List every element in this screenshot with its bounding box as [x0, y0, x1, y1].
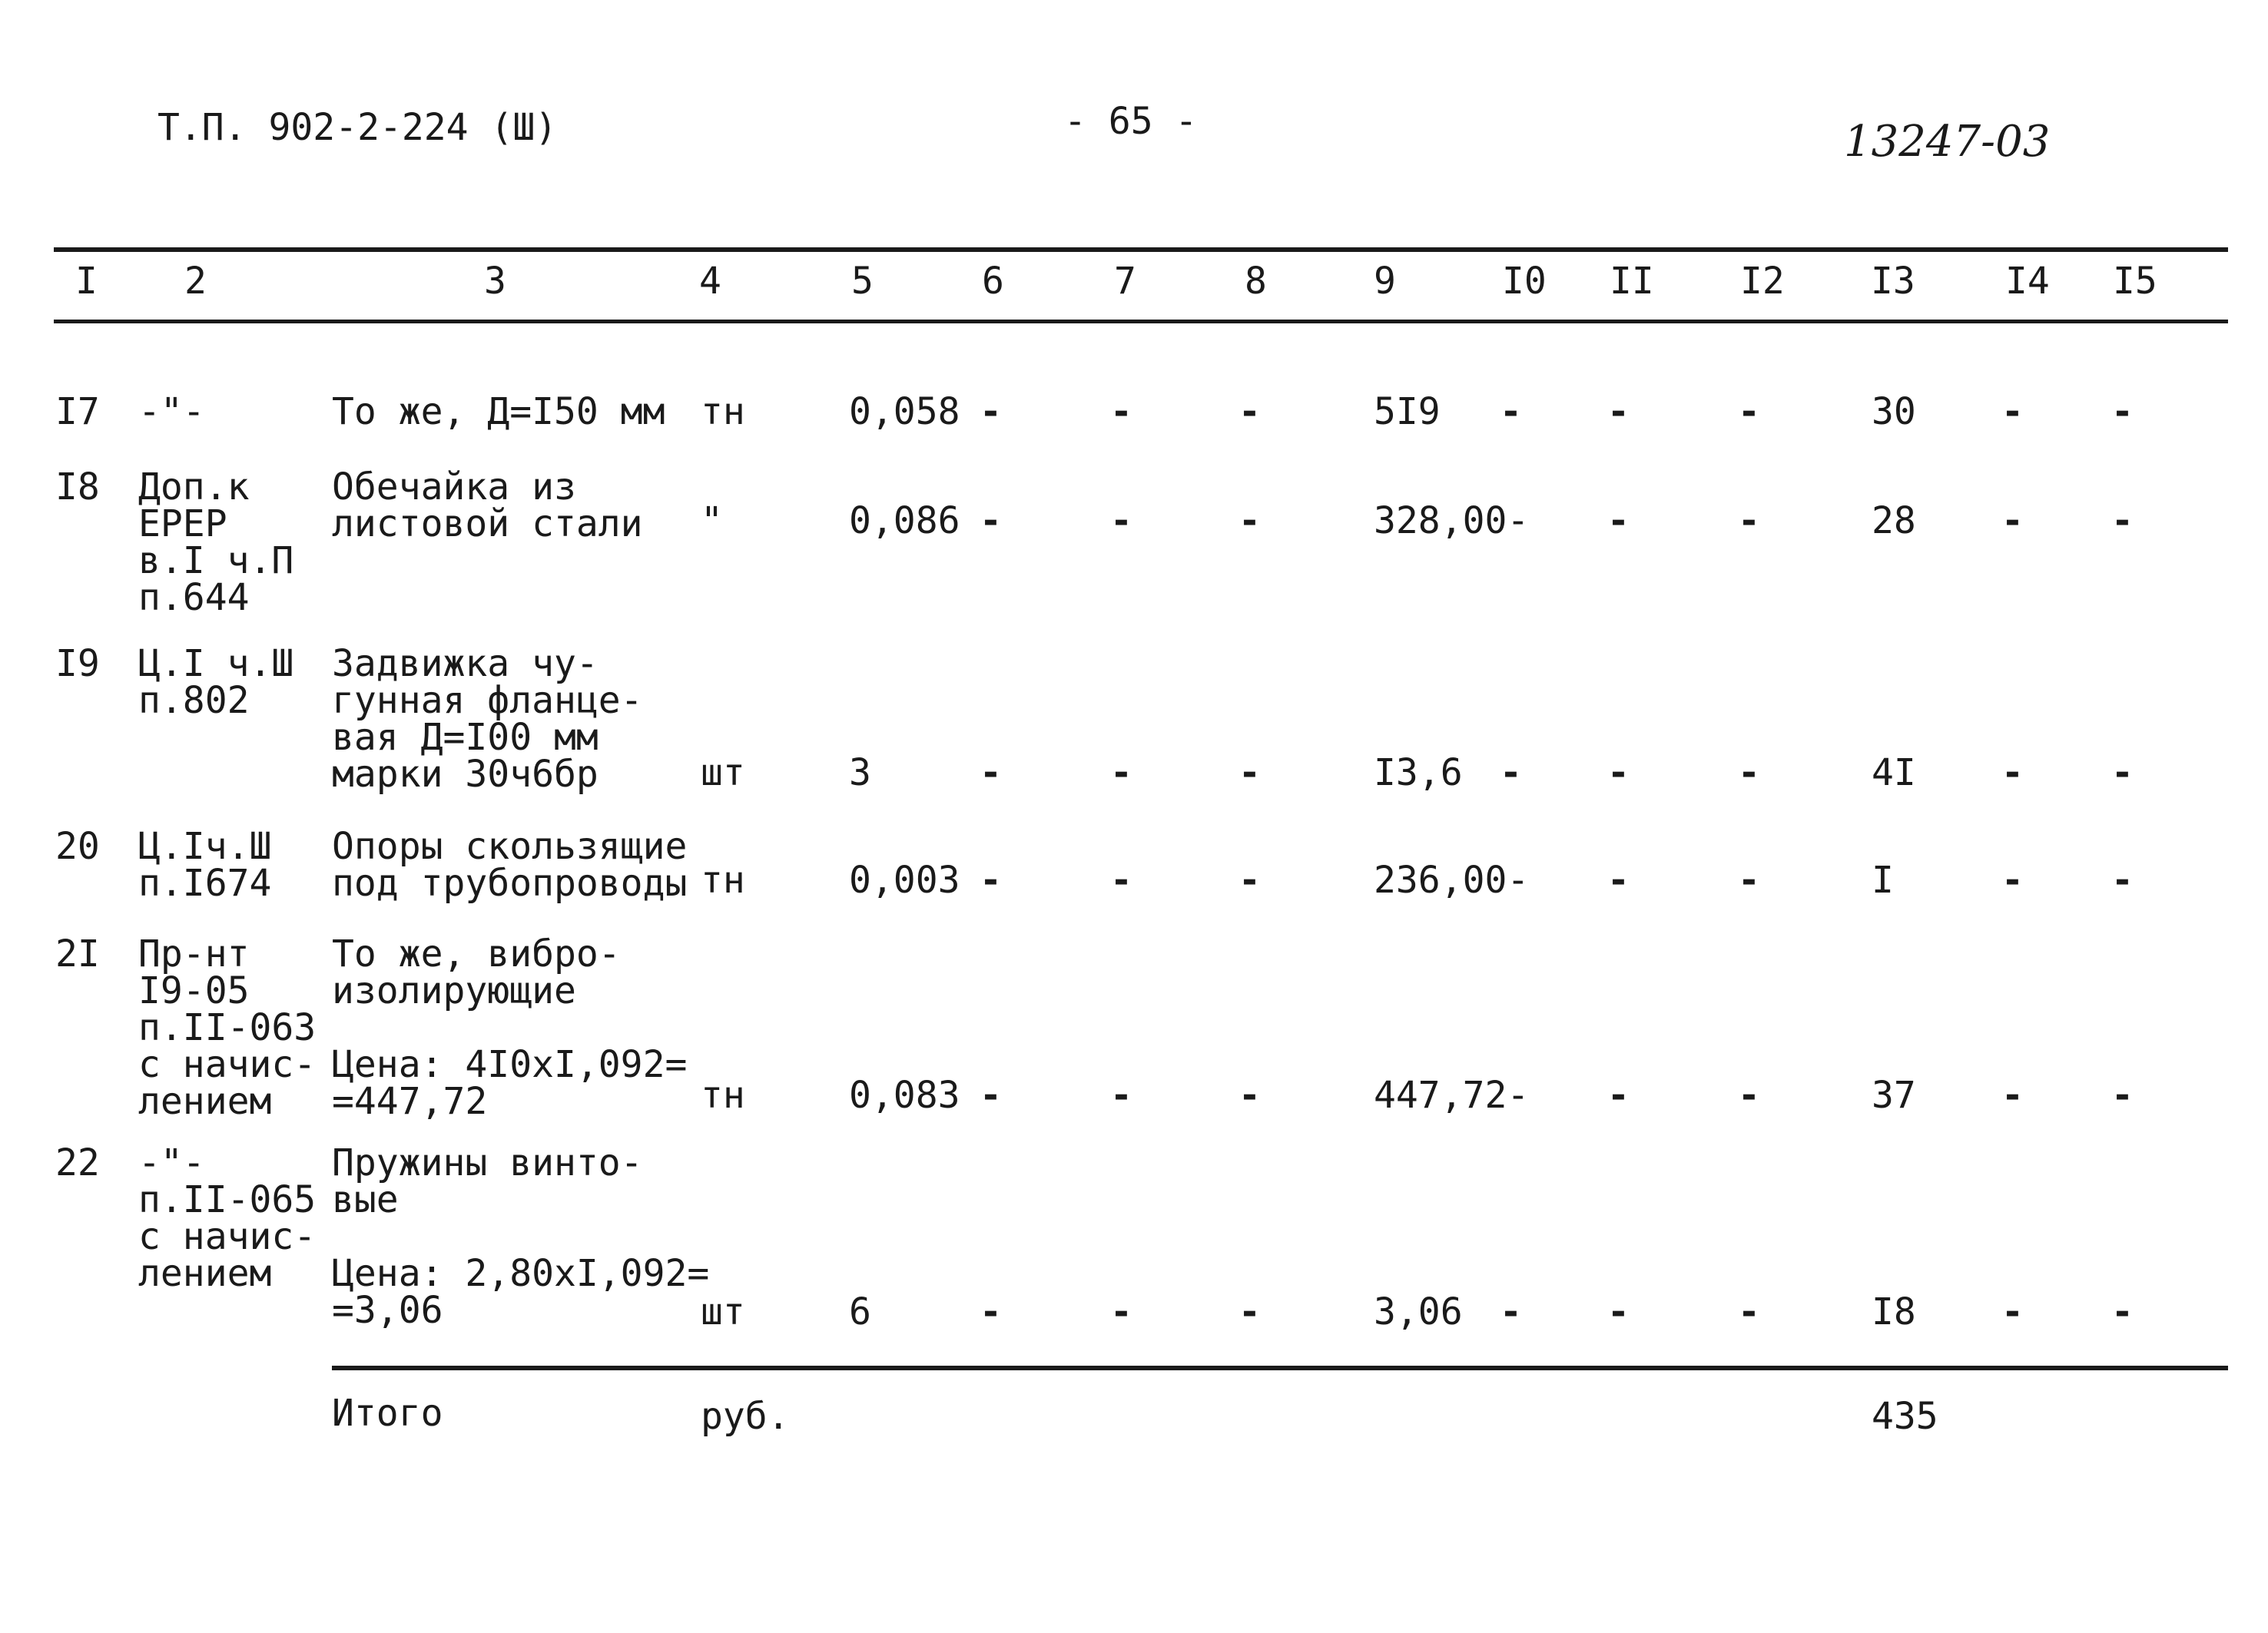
- column-header-15: I5: [2113, 260, 2157, 303]
- col6-value: -: [980, 1074, 1002, 1117]
- item-description: То же, вибро- изолирующие Цена: 4I0xI,092= =447,72: [332, 932, 688, 1123]
- col11-value: -: [1607, 390, 1630, 433]
- column-header-14: I4: [2005, 260, 2050, 303]
- col6-value: -: [980, 751, 1002, 794]
- column-header-12: I2: [1740, 260, 1785, 303]
- col7-value: -: [1110, 751, 1132, 794]
- norm-reference: -"- п.II-065 с начис- лением: [138, 1141, 317, 1295]
- unit-price: 236,00-: [1374, 859, 1530, 902]
- col6-value: -: [980, 499, 1002, 542]
- row-number: 20: [55, 825, 100, 868]
- col15-value: -: [2111, 499, 2134, 542]
- quantity: 3: [849, 751, 871, 794]
- col15-value: -: [2111, 1290, 2134, 1333]
- unit: шт: [701, 1290, 745, 1333]
- row-number: I8: [55, 465, 100, 508]
- column-header-13: I3: [1871, 260, 1915, 303]
- column-header-7: 7: [1114, 260, 1136, 303]
- col11-value: -: [1607, 859, 1630, 902]
- col12-value: -: [1738, 390, 1760, 433]
- column-header-1: I: [75, 260, 98, 303]
- col8-value: -: [1238, 1074, 1261, 1117]
- column-header-8: 8: [1245, 260, 1267, 303]
- col11-value: -: [1607, 499, 1630, 542]
- norm-reference: Ц.Iч.Ш п.I674: [138, 825, 272, 905]
- col7-value: -: [1110, 859, 1132, 902]
- col11-value: -: [1607, 1074, 1630, 1117]
- col14-value: -: [2001, 499, 2024, 542]
- col7-value: -: [1110, 390, 1132, 433]
- row-number: I9: [55, 642, 100, 685]
- column-header-9: 9: [1374, 260, 1396, 303]
- column-header-3: 3: [484, 260, 506, 303]
- item-description: То же, Д=I50 мм: [332, 390, 665, 433]
- column-header-6: 6: [982, 260, 1004, 303]
- col10-value: -: [1500, 390, 1522, 433]
- item-description: Пружины винто- вые Цена: 2,80xI,092= =3,06: [332, 1141, 710, 1332]
- col15-value: -: [2111, 1074, 2134, 1117]
- column-header-11: II: [1610, 260, 1654, 303]
- col11-value: -: [1607, 751, 1630, 794]
- table-header-rule: [54, 320, 2228, 323]
- unit: тн: [701, 859, 745, 902]
- unit-price: 5I9: [1374, 390, 1441, 433]
- column-header-5: 5: [851, 260, 874, 303]
- item-description: Обечайка из листовой стали: [332, 465, 643, 545]
- col12-value: -: [1738, 499, 1760, 542]
- col6-value: -: [980, 859, 1002, 902]
- quantity: 0,058: [849, 390, 960, 433]
- total-cost: I: [1872, 859, 1894, 902]
- column-header-2: 2: [184, 260, 207, 303]
- total-cost: 4I: [1872, 751, 1916, 794]
- total-cost: 28: [1872, 499, 1916, 542]
- col8-value: -: [1238, 390, 1261, 433]
- col8-value: -: [1238, 499, 1261, 542]
- unit: ": [701, 499, 723, 542]
- norm-reference: Ц.I ч.Ш п.802: [138, 642, 294, 722]
- col15-value: -: [2111, 390, 2134, 433]
- col6-value: -: [980, 1290, 1002, 1333]
- unit: шт: [701, 751, 745, 794]
- col8-value: -: [1238, 751, 1261, 794]
- col10-value: -: [1500, 751, 1522, 794]
- document-reference: Т.П. 902-2-224 (Ш): [158, 106, 558, 149]
- row-number: 2I: [55, 932, 100, 975]
- col6-value: -: [980, 390, 1002, 433]
- column-header-4: 4: [699, 260, 721, 303]
- norm-reference: Пр-нт I9-05 п.II-063 с начис- лением: [138, 932, 317, 1123]
- unit-price: 328,00-: [1374, 499, 1530, 542]
- norm-reference: Доп.к ЕРЕР в.I ч.П п.644: [138, 465, 294, 619]
- norm-reference: -"-: [138, 390, 205, 433]
- table-top-rule: [54, 247, 2228, 252]
- col12-value: -: [1738, 751, 1760, 794]
- col7-value: -: [1110, 499, 1132, 542]
- col12-value: -: [1738, 1074, 1760, 1117]
- col14-value: -: [2001, 390, 2024, 433]
- unit-price: 3,06: [1374, 1290, 1463, 1333]
- unit: тн: [701, 1074, 745, 1117]
- total-cost: 37: [1872, 1074, 1916, 1117]
- col8-value: -: [1238, 1290, 1261, 1333]
- col14-value: -: [2001, 1290, 2024, 1333]
- row-number: I7: [55, 390, 100, 433]
- quantity: 6: [849, 1290, 871, 1333]
- col8-value: -: [1238, 859, 1261, 902]
- unit-price: I3,6: [1374, 751, 1463, 794]
- total-rule: [332, 1366, 2228, 1370]
- col12-value: -: [1738, 1290, 1760, 1333]
- unit: тн: [701, 390, 745, 433]
- col14-value: -: [2001, 859, 2024, 902]
- total-unit: руб.: [701, 1395, 790, 1438]
- col12-value: -: [1738, 859, 1760, 902]
- quantity: 0,003: [849, 859, 960, 902]
- col7-value: -: [1110, 1074, 1132, 1117]
- page-number: - 65 -: [1064, 100, 1198, 143]
- column-header-10: I0: [1502, 260, 1547, 303]
- col14-value: -: [2001, 751, 2024, 794]
- col11-value: -: [1607, 1290, 1630, 1333]
- quantity: 0,083: [849, 1074, 960, 1117]
- quantity: 0,086: [849, 499, 960, 542]
- total-label: Итого: [332, 1392, 443, 1435]
- col15-value: -: [2111, 859, 2134, 902]
- col14-value: -: [2001, 1074, 2024, 1117]
- col10-value: -: [1500, 1290, 1522, 1333]
- total-value: 435: [1872, 1395, 1938, 1438]
- col15-value: -: [2111, 751, 2134, 794]
- item-description: Опоры скользящие под трубопроводы: [332, 825, 688, 905]
- total-cost: I8: [1872, 1290, 1916, 1333]
- archive-number: 13247-03: [1844, 117, 2051, 167]
- total-cost: 30: [1872, 390, 1916, 433]
- row-number: 22: [55, 1141, 100, 1184]
- col7-value: -: [1110, 1290, 1132, 1333]
- unit-price: 447,72-: [1374, 1074, 1530, 1117]
- item-description: Задвижка чу- гунная фланце- вая Д=I00 мм марки 30ч6бр: [332, 642, 643, 796]
